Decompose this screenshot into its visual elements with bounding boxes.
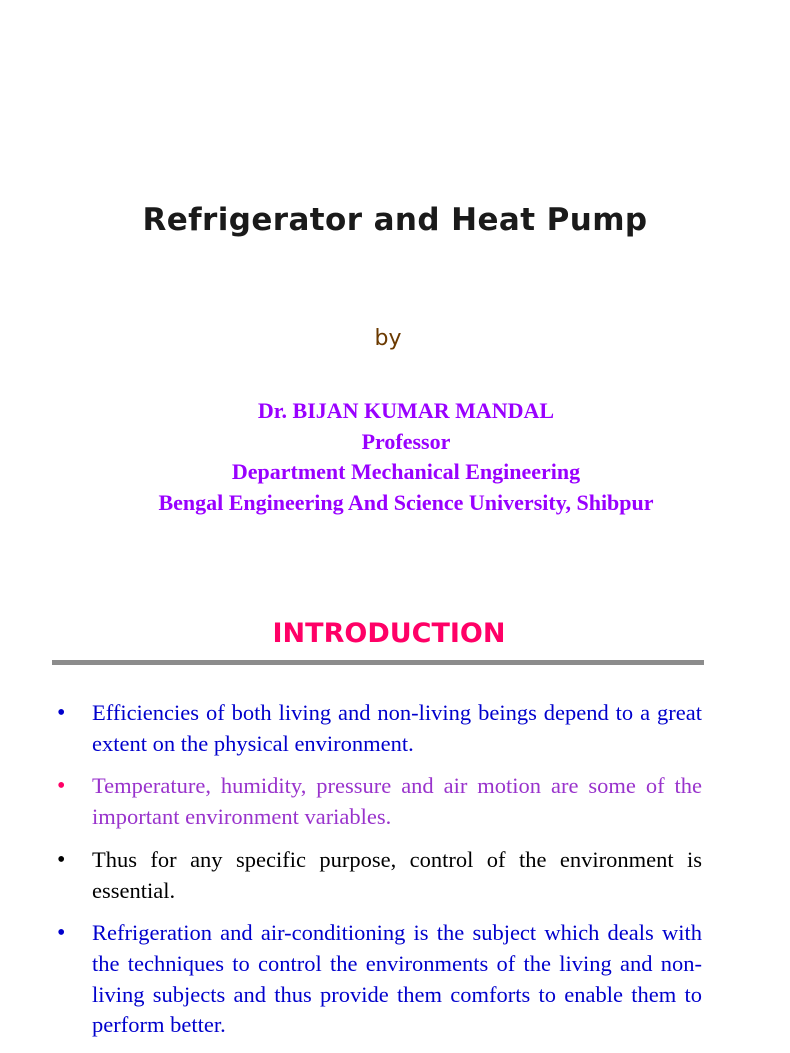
bullet-dot-icon: • (57, 773, 66, 800)
author-block (100, 396, 712, 519)
bullet-item (0, 918, 768, 1041)
bullet-item (0, 698, 768, 759)
slide-title: Refrigerator and Heat Pump (142, 202, 648, 238)
bullet-text: Efficiencies of both living and non-living beings depend to a great extent on the physical environment. (92, 700, 702, 756)
bullet-dot-icon: • (57, 700, 66, 726)
bullet-list (0, 698, 768, 1053)
bullet-text: Refrigeration and air-conditioning is the subject which deals with the techniques to control the environments of the living and non-living subjects and thus provide them comforts to enable them to perform better. (92, 920, 702, 1038)
bullet-text: Temperature, humidity, pressure and air motion are some of the important environment variables. (92, 773, 702, 830)
author-name: Dr. BIJAN KUMAR MANDAL (257, 398, 555, 423)
by-line: by (374, 326, 402, 351)
bullet-dot-icon: • (57, 846, 66, 873)
bullet-text: Thus for any specific purpose, control of the environment is essential. (92, 846, 702, 903)
section-heading: INTRODUCTION (272, 618, 506, 649)
bullet-item (0, 771, 768, 832)
bullet-item (0, 845, 768, 906)
section-divider (52, 660, 704, 665)
author-position: Professor (361, 428, 451, 454)
bullet-dot-icon: • (57, 920, 66, 947)
author-university: Bengal Engineering And Science University, Shibpur (158, 490, 654, 516)
author-department: Department Mechanical Engineering (231, 459, 581, 485)
